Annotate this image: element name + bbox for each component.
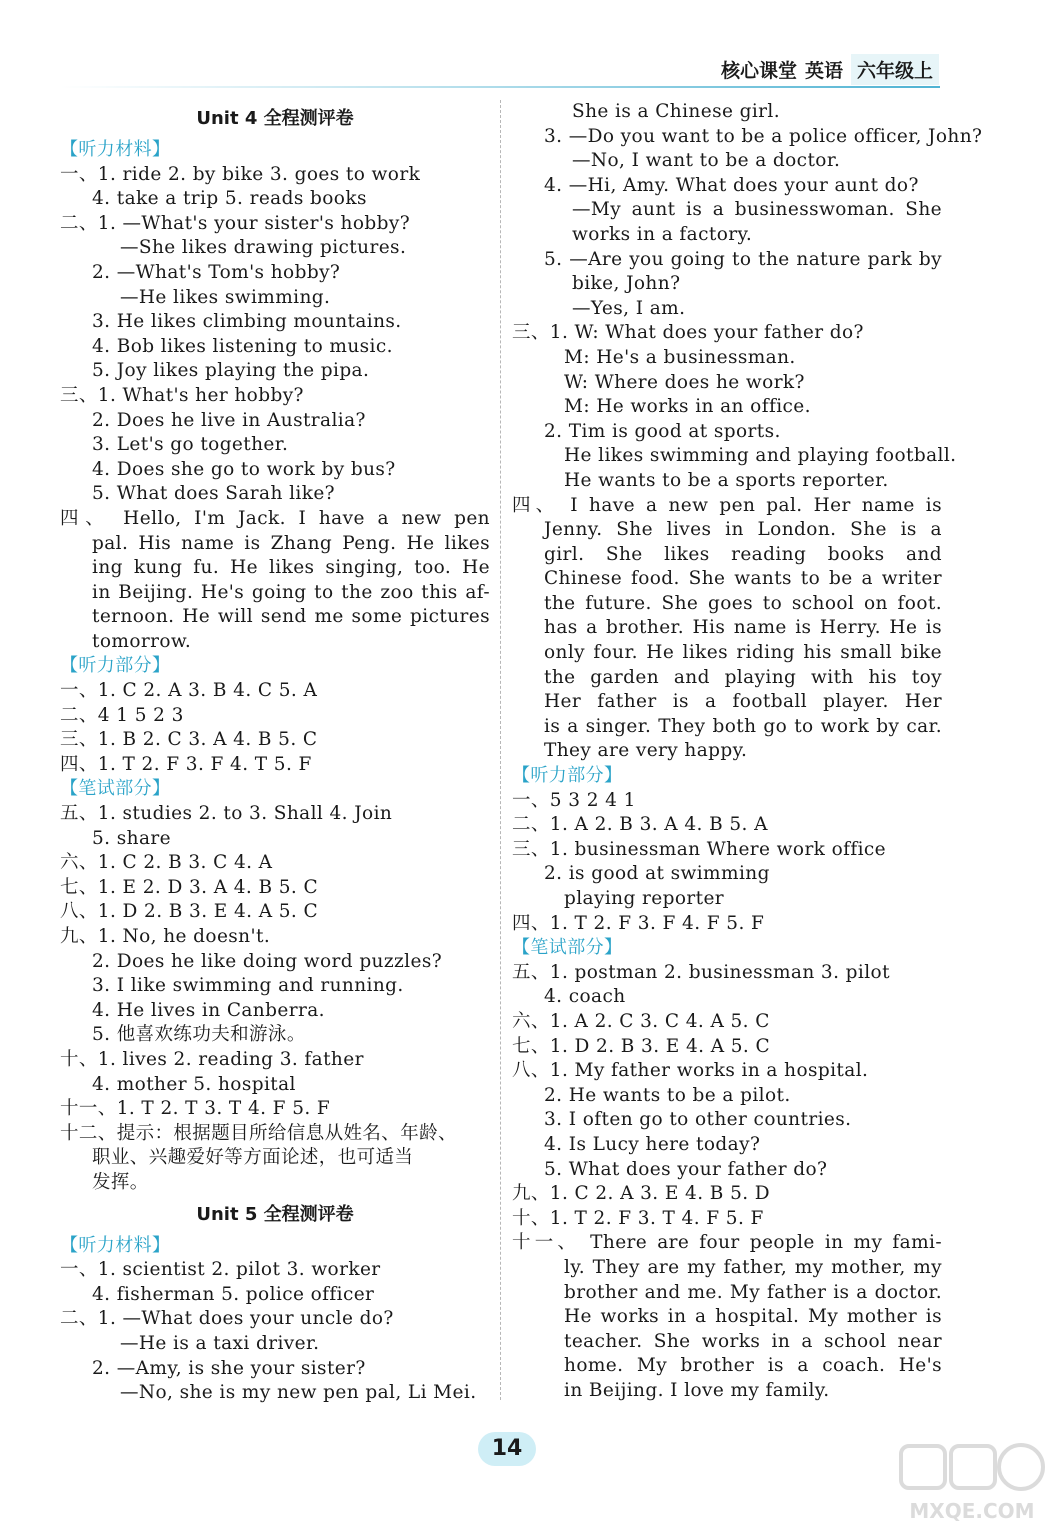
answer-line: 二、4 1 5 2 3 — [60, 704, 184, 726]
answer-line: Her father is a football player. Her — [544, 691, 942, 713]
answer-line: 2. —What's Tom's hobby? — [92, 261, 341, 283]
section-label: 【笔试部分】 — [60, 778, 171, 800]
answer-line: 一、5 3 2 4 1 — [512, 789, 636, 811]
answer-line: 六、1. A 2. C 3. C 4. A 5. C — [512, 1010, 770, 1032]
answer-line: 九、1. C 2. A 3. E 4. B 5. D — [512, 1183, 771, 1205]
answer-line: He works in a hospital. My mother is — [564, 1306, 942, 1328]
answer-line: ing kung fu. He likes singing, too. He — [92, 557, 490, 579]
answer-line: 三、1. B 2. C 3. A 4. B 5. C — [60, 729, 318, 751]
answer-line: bike, John? — [572, 273, 681, 295]
answer-line: —My aunt is a businesswoman. She — [572, 199, 942, 221]
answer-line: 4. mother 5. hospital — [92, 1073, 296, 1095]
answer-line: 2. is good at swimming — [544, 863, 770, 885]
answer-line: 八、1. D 2. B 3. E 4. A 5. C — [60, 901, 319, 923]
answer-line: W: Where does he work? — [564, 371, 805, 393]
answer-line: the garden and playing with his toy — [544, 666, 942, 688]
answer-line: 3. Let's go together. — [92, 434, 289, 456]
answer-line: 2. Tim is good at sports. — [544, 420, 781, 442]
answer-line: 二、1. —What does your uncle do? — [60, 1308, 394, 1330]
answer-line: 一、1. ride 2. by bike 3. goes to work — [60, 163, 421, 185]
answer-line: 3. He likes climbing mountains. — [92, 311, 402, 333]
answer-line: 二、1. A 2. B 3. A 4. B 5. A — [512, 814, 768, 836]
answer-line: 5. What does Sarah like? — [92, 483, 335, 505]
page-number: 14 — [478, 1432, 536, 1466]
page-header — [721, 52, 939, 86]
answer-line: 七、1. D 2. B 3. E 4. A 5. C — [512, 1035, 771, 1057]
answer-line: —She likes drawing pictures. — [120, 237, 407, 259]
answer-line: Chinese food. She wants to be a writer — [544, 568, 942, 590]
answer-line: 4. coach — [544, 986, 626, 1008]
answer-line: 3. I often go to other countries. — [544, 1109, 852, 1131]
watermark-logo — [897, 1438, 1047, 1528]
section-label: 【听力部分】 — [512, 765, 623, 787]
answer-line: 十、1. lives 2. reading 3. father — [60, 1048, 364, 1070]
answer-line: 五、1. postman 2. businessman 3. pilot — [512, 961, 890, 983]
right-column — [512, 100, 983, 1403]
answer-line: the future. She goes to school on foot. — [544, 592, 942, 614]
answer-line: 2. Does he live in Australia? — [92, 409, 366, 431]
answer-line: 六、1. C 2. B 3. C 4. A — [60, 852, 273, 874]
section-label: 【听力材料】 — [60, 139, 171, 160]
answer-line: —No, I want to be a doctor. — [572, 150, 841, 172]
answer-line: 5. What does your father do? — [544, 1158, 828, 1180]
answer-line: 4. fisherman 5. police officer — [92, 1283, 375, 1305]
answer-line: 二、1. —What's your sister's hobby? — [60, 212, 411, 234]
answer-line: 十二、提示：根据题目所给信息从姓名、年龄、 — [60, 1122, 457, 1144]
unit-title: Unit 5 全程测评卷 — [196, 1203, 354, 1225]
header-rule — [60, 86, 940, 88]
answer-line: 九、1. No, he doesn't. — [60, 926, 271, 947]
answer-line: 2. He wants to be a pilot. — [544, 1084, 791, 1106]
answer-line: home. My brother is a coach. He's — [564, 1355, 942, 1377]
book-title: 核心课堂 — [720, 59, 797, 82]
column-divider — [500, 100, 501, 1400]
answer-line: 四、 I have a new pen pal. Her name is — [512, 494, 942, 516]
unit-title: Unit 4 全程测评卷 — [196, 108, 354, 129]
left-column — [60, 100, 490, 1406]
answer-line: ternoon. He will send me some pictures — [92, 606, 490, 628]
answer-line: 4. Is Lucy here today? — [544, 1133, 761, 1155]
answer-line: 4. He lives in Canberra. — [92, 999, 325, 1021]
answer-line: —Yes, I am. — [572, 297, 686, 319]
answer-line: 三、1. businessman Where work office — [512, 838, 887, 860]
answer-line: girl. She likes reading books and — [544, 543, 942, 565]
answer-line: —He likes swimming. — [120, 286, 331, 308]
answer-line: —He is a taxi driver. — [120, 1332, 320, 1354]
answer-line: 5. —Are you going to the nature park by — [544, 248, 942, 270]
section-label: 【笔试部分】 — [512, 937, 623, 959]
answer-line: 4. Bob likes listening to music. — [92, 335, 393, 357]
answer-line: in Beijing. He's going to the zoo this af- — [92, 581, 490, 603]
answer-line: 2. Does he like doing word puzzles? — [92, 950, 443, 972]
answer-line: is a singer. They both go to work by car. — [544, 715, 942, 737]
answer-line: in Beijing. I love my family. — [564, 1379, 830, 1401]
answer-line: 十一、 There are four people in my fami- — [512, 1232, 942, 1254]
answer-line: 四、 Hello, I'm Jack. I have a new pen — [60, 507, 490, 529]
answer-line: 发挥。 — [92, 1171, 149, 1193]
subject-label: 英语 — [804, 59, 843, 82]
answer-line: 三、1. What's her hobby? — [60, 384, 304, 406]
answer-line: teacher. She works in a school near — [564, 1330, 942, 1352]
answer-line: She is a Chinese girl. — [572, 101, 780, 122]
answer-line: 3. —Do you want to be a police officer, John? — [544, 125, 983, 147]
answer-line: 5. 他喜欢练功夫和游泳。 — [92, 1024, 306, 1046]
answer-line: —No, she is my new pen pal, Li Mei. — [120, 1382, 477, 1404]
answer-line: 2. —Amy, is she your sister? — [92, 1357, 366, 1379]
answer-line: He likes swimming and playing football. — [564, 445, 957, 467]
answer-line: 十一、1. T 2. T 3. T 4. F 5. F — [60, 1098, 331, 1120]
answer-line: playing reporter — [564, 888, 725, 909]
answer-line: He wants to be a sports reporter. — [564, 469, 889, 491]
answer-line: 四、1. T 2. F 3. F 4. T 5. F — [60, 753, 312, 775]
answer-line: 职业、兴趣爱好等方面论述，也可适当 — [92, 1147, 414, 1169]
answer-line: brother and me. My father is a doctor. — [564, 1281, 942, 1303]
watermark-text: MXQE.COM — [909, 1499, 1035, 1523]
answer-line: 四、1. T 2. F 3. F 4. F 5. F — [512, 912, 765, 934]
grade-label: 六年级上 — [851, 54, 939, 85]
answer-line: 4. —Hi, Amy. What does your aunt do? — [544, 174, 919, 196]
answer-line: 五、1. studies 2. to 3. Shall 4. Join — [60, 803, 393, 825]
answer-line: They are very happy. — [544, 740, 748, 762]
answer-line: M: He's a businessman. — [564, 346, 796, 368]
answer-line: has a brother. His name is Herry. He is — [544, 617, 942, 639]
answer-line: Jenny. She lives in London. She is a — [544, 519, 942, 541]
answer-line: 一、1. C 2. A 3. B 4. C 5. A — [60, 680, 318, 702]
answer-line: ly. They are my father, my mother, my — [564, 1256, 942, 1278]
answer-line: 5. share — [92, 827, 171, 849]
answer-line: 七、1. E 2. D 3. A 4. B 5. C — [60, 876, 319, 898]
answer-line: works in a factory. — [572, 223, 753, 245]
answer-line: M: He works in an office. — [564, 396, 811, 418]
section-label: 【听力部分】 — [60, 655, 171, 677]
answer-line: 三、1. W: What does your father do? — [512, 322, 864, 344]
answer-line: 3. I like swimming and running. — [92, 975, 404, 997]
section-label: 【听力材料】 — [60, 1234, 171, 1256]
answer-line: tomorrow. — [92, 630, 192, 652]
answer-line: 一、1. scientist 2. pilot 3. worker — [60, 1259, 381, 1281]
answer-line: 4. take a trip 5. reads books — [92, 188, 367, 210]
answer-line: 十、1. T 2. F 3. T 4. F 5. F — [512, 1207, 764, 1229]
answer-line: pal. His name is Zhang Peng. He likes — [92, 532, 490, 554]
answer-line: 八、1. My father works in a hospital. — [512, 1060, 869, 1082]
answer-line: 5. Joy likes playing the pipa. — [92, 360, 370, 382]
answer-line: only four. He likes riding his small bike — [544, 642, 942, 664]
answer-line: 4. Does she go to work by bus? — [92, 458, 396, 480]
